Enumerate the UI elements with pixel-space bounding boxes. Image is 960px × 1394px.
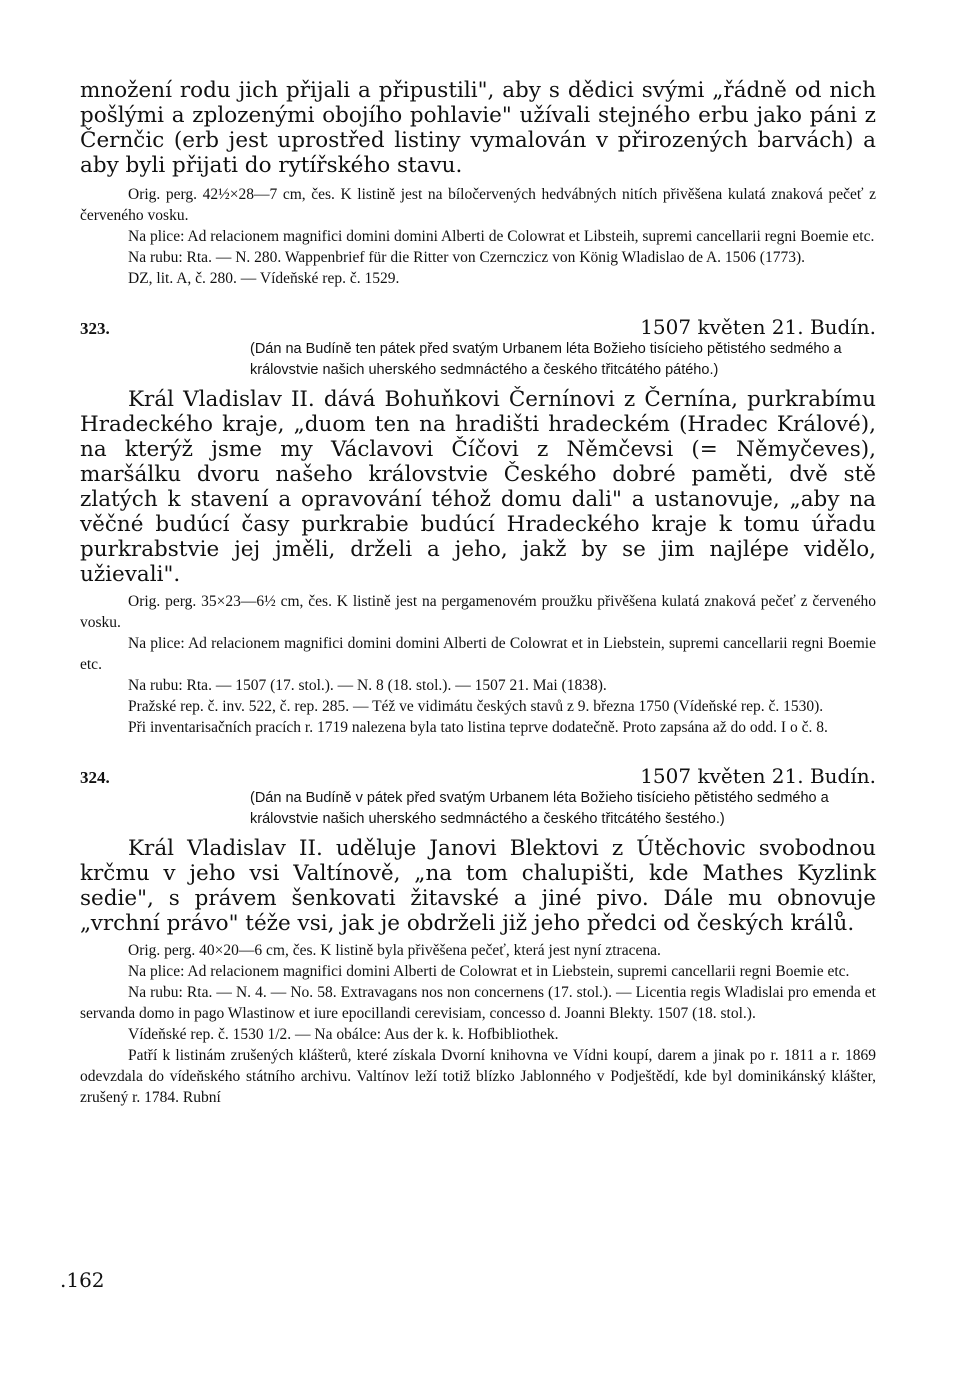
entry-header bbox=[80, 764, 876, 788]
page-body bbox=[80, 78, 876, 1108]
note: Na plice: Ad relacionem magnifici domini Alberti de Colowrat et in Liebstein, supremi cancellarii regni Boemie etc. bbox=[128, 963, 850, 980]
entry-number: 323. bbox=[80, 319, 110, 338]
note: Na rubu: Rta. — N. 4. — No. 58. Extravagans nos non concernens (17. stol.). — Licentia regis Wladislai pro emenda et servanda domo in pago Wlastinow et iure epocillandi cerevisiam, concesso d. Joanni Blekty. 1507 (18. stol.). bbox=[80, 984, 876, 1022]
continued-main-text: množení rodu jich přijali a připustili", aby s dědici svými „řádně od nich pošlými a zplozenými obojího pohlavie" užívali stejného erbu jako páni z Černčic (erb jest uprostřed listiny vymalován v přirozených barvách) a aby byli přijati do rytířského stavu. bbox=[80, 78, 876, 178]
note: Orig. perg. 35×23—6½ cm, čes. K listině jest na pergamenovém proužku přivěšena kulatá znaková pečeť z červeného vosku. bbox=[80, 593, 876, 631]
note: Vídeňské rep. č. 1530 1/2. — Na obálce: Aus der k. k. Hofbibliothek. bbox=[128, 1026, 559, 1043]
note: DZ, lit. A, č. 280. — Vídeňské rep. č. 1529. bbox=[128, 270, 400, 287]
entry-date: 1507 květen 21. Budín. bbox=[640, 764, 876, 788]
note: Orig. perg. 42½×28—7 cm, čes. K listině jest na bíločervených hedvábných nitích přivěšena kulatá znaková pečeť z červeného vosku. bbox=[80, 186, 876, 224]
note: Při inventarisačních pracích r. 1719 nalezena byla tato listina teprve dodatečně. Proto zapsána až do odd. I o č. 8. bbox=[128, 719, 828, 736]
entry-main-text: Král Vladislav II. dává Bohuňkovi Černínovi z Černína, purkrabímu Hradeckého kraje, „duom ten na hradišti hradeckém (Hradec Králové), na kterýž jsme my Václavovi Číčovi z Němčevsi (= Němyčeves), maršálku dvoru našeho královstvie Českého dobré paměti, dvě stě zlatých k stavení a opravování téhož domu dali" a ustanovuje, „aby na věčné budúcí časy purkrabie budúcí Hradeckého kraje k tomu úřadu purkrabstvie jej jměli, drželi a jeho, jakž by se jim najlépe vidělo, užievali". bbox=[80, 387, 876, 587]
entry-date: 1507 květen 21. Budín. bbox=[640, 315, 876, 339]
note: Na plice: Ad relacionem magnifici domini domini Alberti de Colowrat et in Liebstein, supremi cancellarii regni Boemie etc. bbox=[80, 635, 876, 673]
entry-main-text: Král Vladislav II. uděluje Janovi Blektovi z Útěchovic svobodnou krčmu v jeho vsi Valtínově, „na tom chalupišti, kde Mathes Kyzlink sedie", s právem šenkovati žitavské a jiné pivo. Dále mu obnovuje „vrchní právo" téže vsi, jak je obdrželi již jeho předci od českých králů. bbox=[80, 836, 876, 936]
dating-clause: (Dán na Budíně ten pátek před svatým Urbanem léta Božieho tisícieho pětistého sedmého a královstvie našich uherského sedmnáctého a českého třitcátého pátého.) bbox=[250, 341, 842, 378]
note: Patří k listinám zrušených klášterů, které získala Dvorní knihovna ve Vídni koupí, darem a jinak po r. 1811 a r. 1869 odevzdala do vídeňského státního archivu. Valtínov leží totiž blízko Jablonného v Podještědí, kde byl dominikánský klášter, zrušený r. 1784. Rubní bbox=[80, 1047, 876, 1106]
note: Pražské rep. č. inv. 522, č. rep. 285. — Též ve vidimátu českých stavů z 9. března 1750 (Vídeňské rep. č. 1530). bbox=[128, 698, 824, 715]
note: Na plice: Ad relacionem magnifici domini domini Alberti de Colowrat et Libsteih, supremi cancellarii regni Boemie etc. bbox=[128, 228, 875, 245]
note: Na rubu: Rta. — N. 280. Wappenbrief für die Ritter von Czernczicz von König Wladislao de A. 1506 (1773). bbox=[128, 249, 806, 266]
entry-number: 324. bbox=[80, 768, 110, 787]
entry-header bbox=[80, 315, 876, 339]
page-number: .162 bbox=[60, 1268, 105, 1292]
dating-clause: (Dán na Budíně v pátek před svatým Urbanem léta Božieho tisícieho pětistého sedmého a královstvie našich uherského sedmnáctého a českého třitcátého šestého.) bbox=[250, 790, 829, 827]
note: Na rubu: Rta. — 1507 (17. stol.). — N. 8 (18. stol.). — 1507 21. Mai (1838). bbox=[128, 677, 607, 694]
note: Orig. perg. 40×20—6 cm, čes. K listině byla přivěšena pečeť, která jest nyní ztracena. bbox=[128, 942, 661, 959]
